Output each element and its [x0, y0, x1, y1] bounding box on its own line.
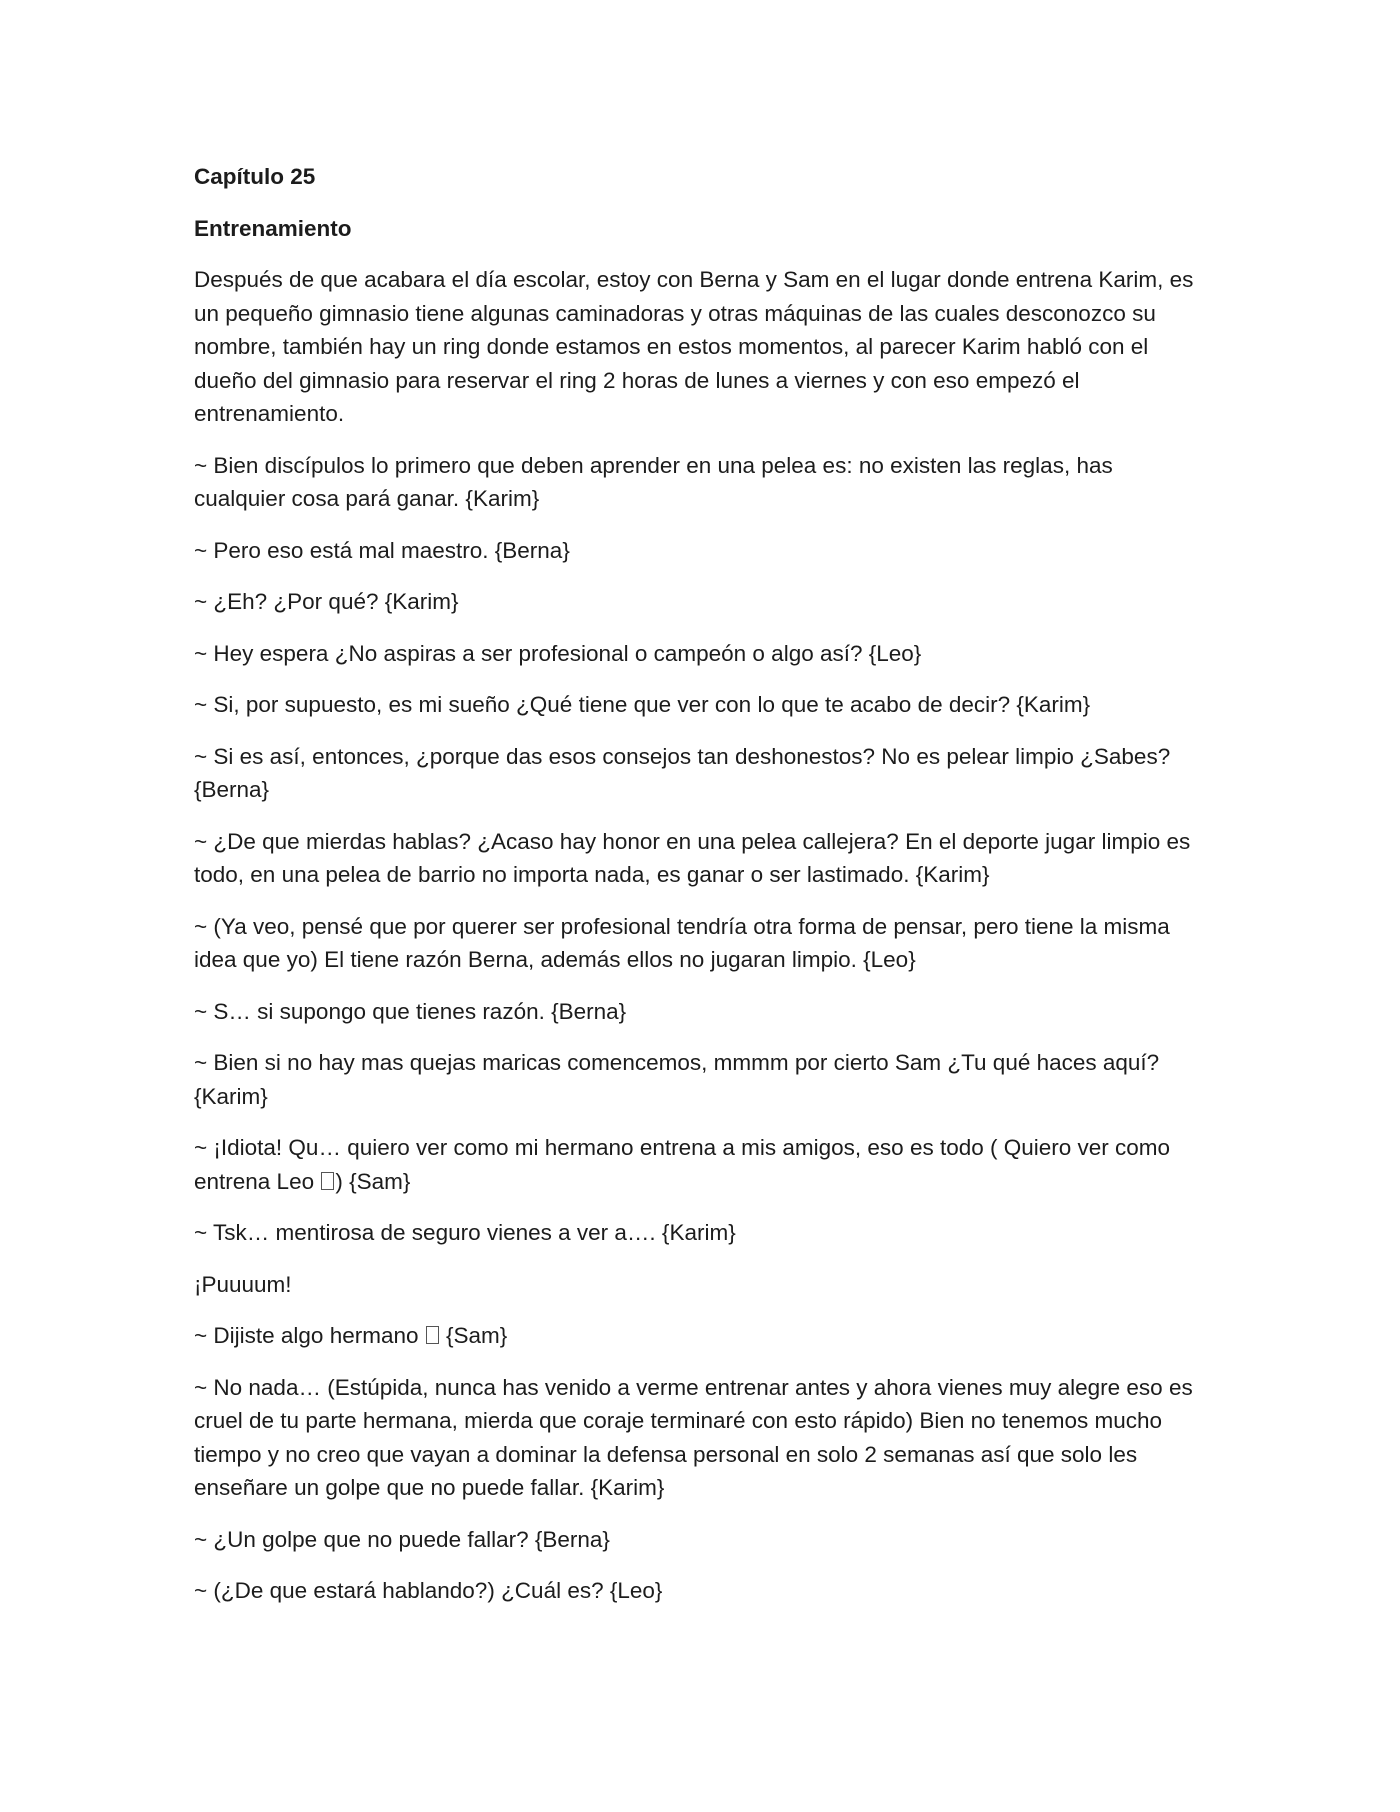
dialogue-line: ~ No nada… (Estúpida, nunca has venido a verme entrenar antes y ahora vienes muy alegre eso es cruel de tu parte hermana, mierda que coraje terminaré con esto rápido) Bien no tenemos mucho tiempo y no creo que vayan a dominar la defensa personal en solo 2 semanas así que solo les enseñare un golpe que no puede fallar. {Karim} [194, 1374, 1193, 1500]
dialogue-line: ~ Si es así, entonces, ¿porque das esos consejos tan deshonestos? No es pelear limpio ¿Sabes? {Berna} [194, 743, 1171, 802]
narration-paragraph: Después de que acabara el día escolar, estoy con Berna y Sam en el lugar donde entrena Karim, es un pequeño gimnasio tiene algunas caminadoras y otras máquinas de las cuales desconozco su nombre, también hay un ring donde estamos en estos momentos, al parecer Karim habló con el dueño del gimnasio para reservar el ring 2 horas de lunes a viernes y con eso empezó el entrenamiento. [194, 267, 1194, 426]
dialogue-text: ~ ¡Idiota! Qu… quiero ver como mi hermano entrena a mis amigos, eso es todo ( Quiero ver como entrena Leo [194, 1135, 1171, 1194]
dialogue-line: ~ Pero eso está mal maestro. {Berna} [194, 537, 570, 563]
dialogue-text: {Sam} [439, 1323, 508, 1348]
dialogue-line: ~ (¿De que estará hablando?) ¿Cuál es? {Leo} [194, 1578, 663, 1603]
dialogue-line: ~ S… si supongo que tienes razón. {Berna} [194, 998, 627, 1024]
dialogue-line [194, 1319, 1204, 1353]
chapter-title: Entrenamiento [194, 215, 352, 241]
sound-effect-line: ¡Puuuum! [194, 1271, 292, 1297]
dialogue-line [194, 1131, 1204, 1198]
dialogue-line: ~ Bien si no hay mas quejas maricas comencemos, mmmm por cierto Sam ¿Tu qué haces aquí? {Karim} [194, 1050, 1160, 1109]
dialogue-text: ~ Dijiste algo hermano [194, 1323, 425, 1348]
dialogue-line: ~ ¿Un golpe que no puede fallar? {Berna} [194, 1526, 610, 1552]
dialogue-line: ~ Bien discípulos lo primero que deben aprender en una pelea es: no existen las reglas, has cualquier cosa pará ganar. {Karim} [194, 452, 1113, 511]
missing-emoji-icon [426, 1326, 439, 1344]
dialogue-line: ~ (Ya veo, pensé que por querer ser profesional tendría otra forma de pensar, pero tiene la misma idea que yo) El tiene razón Berna, además ellos no jugaran limpio. {Leo} [194, 913, 1170, 972]
dialogue-line: ~ ¿De que mierdas hablas? ¿Acaso hay honor en una pelea callejera? En el deporte jugar limpio es todo, en una pelea de barrio no importa nada, es ganar o ser lastimado. {Karim} [194, 828, 1191, 887]
dialogue-line: ~ Si, por supuesto, es mi sueño ¿Qué tiene que ver con lo que te acabo de decir? {Karim} [194, 692, 1091, 717]
dialogue-line: ~ Tsk… mentirosa de seguro vienes a ver a…. {Karim} [194, 1220, 736, 1245]
document-page [194, 160, 1204, 1626]
dialogue-line: ~ ¿Eh? ¿Por qué? {Karim} [194, 589, 459, 614]
dialogue-line: ~ Hey espera ¿No aspiras a ser profesional o campeón o algo así? {Leo} [194, 640, 922, 666]
chapter-label: Capítulo 25 [194, 164, 316, 189]
missing-emoji-icon [321, 1172, 334, 1190]
dialogue-text: ) {Sam} [335, 1168, 411, 1194]
